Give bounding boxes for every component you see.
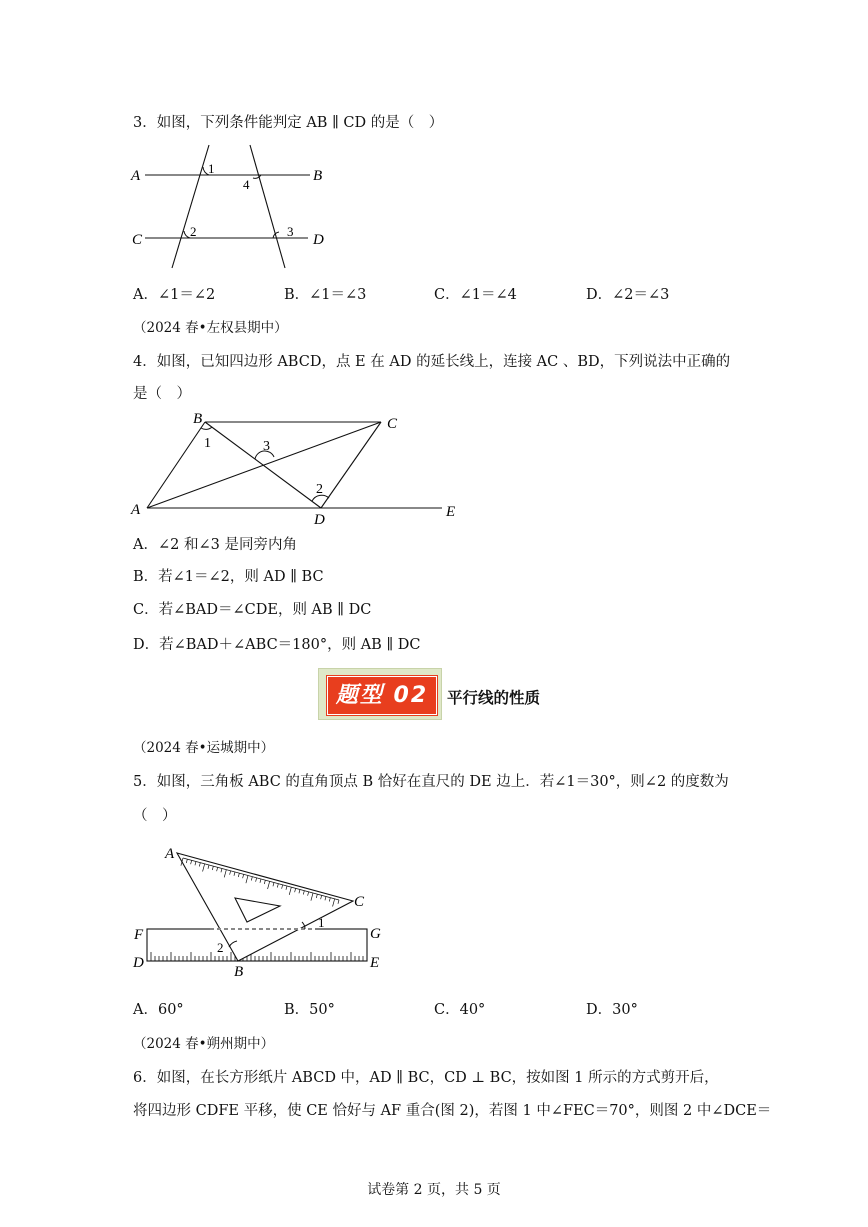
label-C: C xyxy=(354,894,365,910)
label-B: B xyxy=(193,411,203,427)
q4-stem-line2: 是（ ） xyxy=(133,386,191,402)
section-badge xyxy=(318,668,442,720)
segment-ab xyxy=(147,422,205,508)
angle-1-arc xyxy=(201,427,212,429)
ruler-ticks xyxy=(151,952,367,961)
label-D: D xyxy=(313,232,324,248)
label-B: B xyxy=(234,964,244,980)
q3-option-c: C．∠1＝∠4 xyxy=(434,287,517,303)
q3-option-a: A．∠1＝∠2 xyxy=(133,287,216,303)
label-C: C xyxy=(387,416,398,432)
label-angle-2: 2 xyxy=(190,224,197,239)
q4-option-b: B．若∠1＝∠2，则 AD ∥ BC xyxy=(133,569,324,585)
diagonal-bd xyxy=(205,422,321,508)
q3-stem: 3．如图，下列条件能判定 AB ∥ CD 的是（ ） xyxy=(133,115,444,131)
q5-option-c: C．40° xyxy=(434,1002,486,1018)
q5-source: （2024 春•运城期中） xyxy=(133,740,275,756)
section-badge-label: 题型 02 xyxy=(327,676,437,715)
q6-source: （2024 春•朔州期中） xyxy=(133,1036,275,1052)
q4-stem-line1: 4．如图，已知四边形 ABCD，点 E 在 AD 的延长线上，连接 AC 、BD，下列说法中正确的 xyxy=(133,354,731,370)
q3-option-b: B．∠1＝∠3 xyxy=(284,287,367,303)
q5-stem-line2: （ ） xyxy=(133,808,177,824)
label-A: A xyxy=(131,168,141,184)
transversal-right xyxy=(250,145,285,268)
q6-stem-line1: 6．如图，在长方形纸片 ABCD 中，AD ∥ BC，CD ⊥ BC，按如图 1 所示的方式剪开后， xyxy=(133,1070,719,1086)
diagonal-ac xyxy=(147,422,381,508)
q4-source: （2024 春•左权县期中） xyxy=(133,320,288,336)
q5-option-b: B．50° xyxy=(284,1002,335,1018)
q6-stem-line2: 将四边形 CDFE 平移，使 CE 恰好与 AF 重合(图 2)，若图 1 中∠FEC＝70°，则图 2 中∠DCE＝ xyxy=(133,1103,772,1119)
q3-figure xyxy=(120,140,360,275)
label-B: B xyxy=(313,168,323,184)
page-footer: 试卷第 2 页，共 5 页 xyxy=(367,1182,501,1198)
label-angle-2: 2 xyxy=(316,482,323,497)
q5-stem-line1: 5．如图，三角板 ABC 的直角顶点 B 恰好在直尺的 DE 边上．若∠1＝30°，则∠2 的度数为 xyxy=(133,774,729,790)
section-title: 平行线的性质 xyxy=(447,689,541,707)
label-D: D xyxy=(133,955,144,971)
q4-figure xyxy=(125,408,470,528)
label-A: A xyxy=(131,502,141,518)
label-angle-4: 4 xyxy=(243,177,250,192)
label-C: C xyxy=(132,232,143,248)
label-D: D xyxy=(314,512,325,528)
label-angle-1: 1 xyxy=(318,915,325,930)
label-F: F xyxy=(134,927,144,943)
q5-option-a: A．60° xyxy=(133,1002,184,1018)
q4-option-a: A．∠2 和∠3 是同旁内角 xyxy=(133,537,297,553)
q3-option-d: D．∠2＝∠3 xyxy=(586,287,670,303)
label-G: G xyxy=(370,926,381,942)
q5-option-d: D．30° xyxy=(586,1002,638,1018)
label-E: E xyxy=(370,955,380,971)
transversal-left xyxy=(172,145,209,268)
label-angle-1: 1 xyxy=(204,436,211,451)
segment-dc xyxy=(321,422,381,508)
label-angle-1: 1 xyxy=(208,161,215,176)
q5-figure xyxy=(125,838,395,983)
q4-option-c: C．若∠BAD＝∠CDE，则 AB ∥ DC xyxy=(133,602,372,618)
label-angle-2: 2 xyxy=(217,940,224,955)
q4-option-d: D．若∠BAD＋∠ABC＝180°，则 AB ∥ DC xyxy=(133,637,421,653)
label-A: A xyxy=(165,846,175,862)
label-E: E xyxy=(446,504,456,520)
label-angle-3: 3 xyxy=(287,224,294,239)
label-angle-3: 3 xyxy=(263,439,270,454)
